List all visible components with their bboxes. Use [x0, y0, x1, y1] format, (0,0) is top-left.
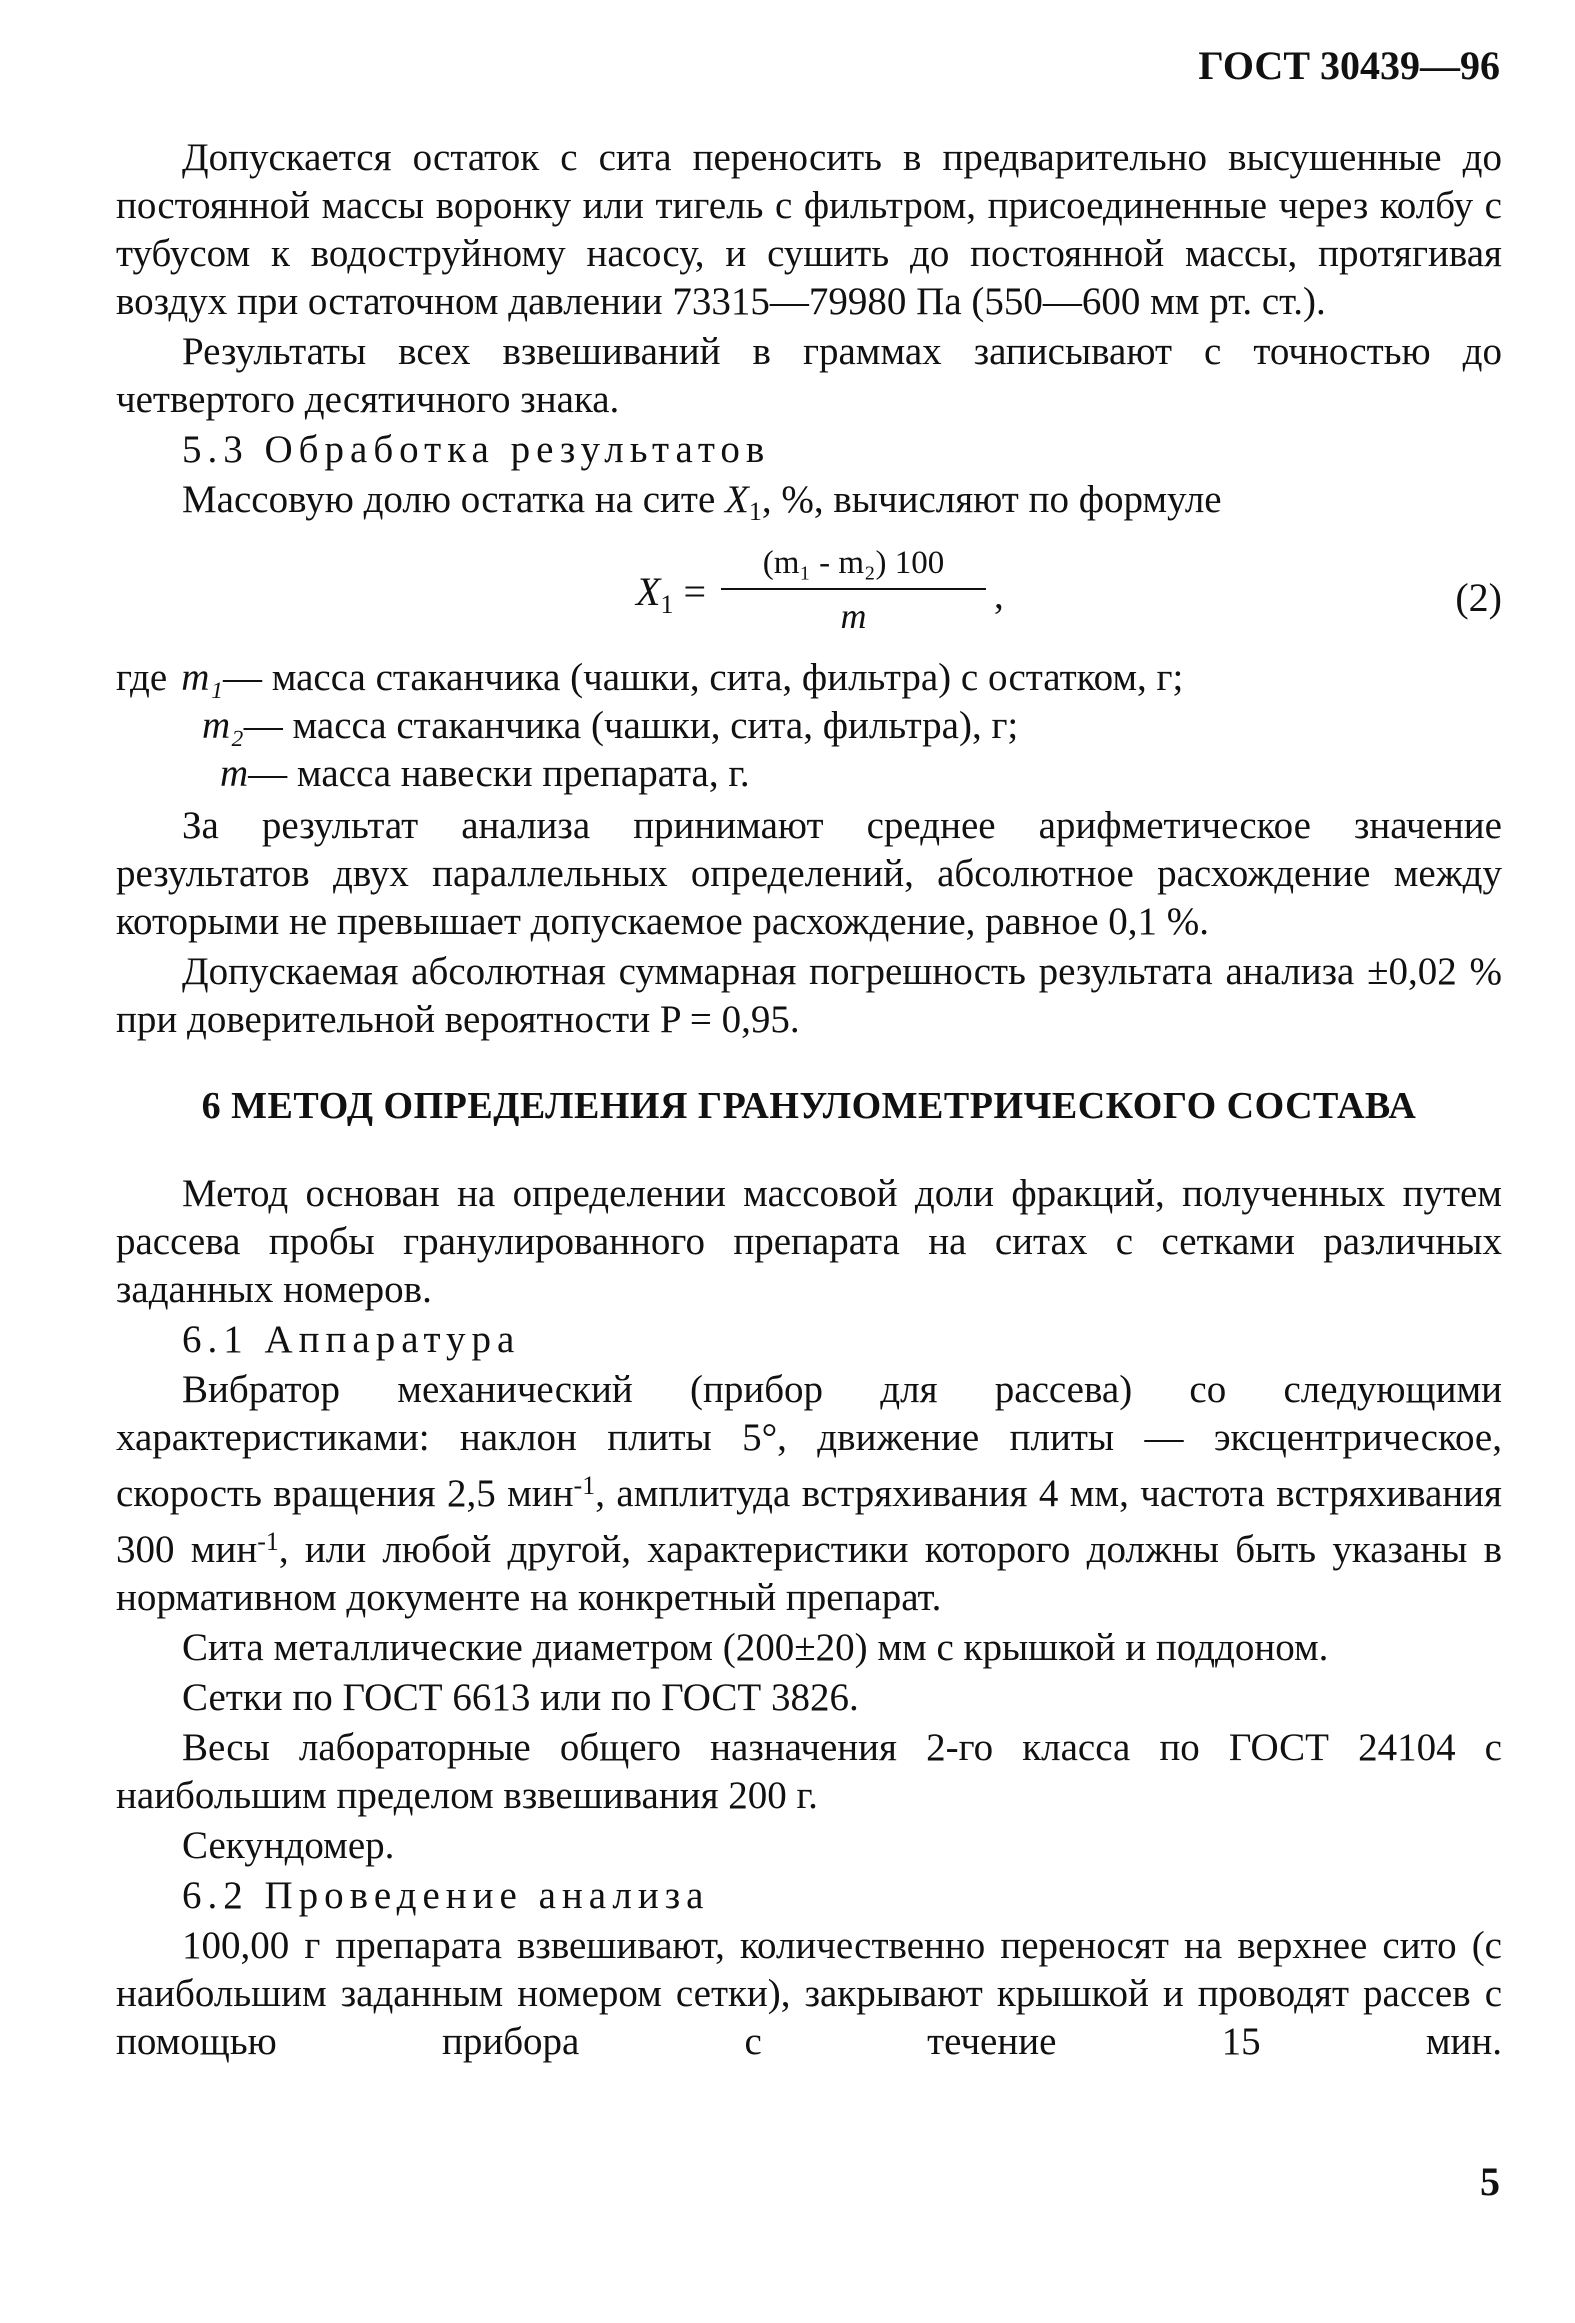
definition-m [116, 750, 1502, 798]
formula-intro-symbol-sub: 1 [748, 497, 762, 526]
formula-intro-symbol: X [725, 478, 749, 521]
paragraph-method-basis: Метод основан на определении массовой доли фракций, полученных путем рассева пробы гранулированного препарата на ситах с сетками различных заданных номеров. [116, 1172, 1502, 1311]
paragraph-scales: Весы лабораторные общего назначения 2-го класса по ГОСТ 24104 с наибольшим пределом взвешивания 200 г. [116, 1726, 1502, 1817]
formula-lhs-symbol: X [636, 569, 661, 614]
definition-text: — масса стаканчика (чашки, сита, фильтра), г; [243, 704, 1019, 747]
document-header: ГОСТ 30439—96 [1198, 43, 1500, 88]
vibrator-text-a: Вибратор механический (прибор для рассева) со следующими характеристиками: наклон плиты 5°, движение плиты — эксцентрическое, скорость вращения 2,5 мин [116, 1368, 1502, 1515]
formula-2 [116, 540, 1502, 648]
paragraph-residue-transfer: Допускается остаток с сита переносить в предварительно высушенные до постоянной массы воронку или тигель с фильтром, присоединенные через колбу с тубусом к водоструйному насосу, и сушить до постоянной массы, протягивая воздух при остаточном давлении 73315—79980 Па (550—600 мм рт. ст.). [116, 136, 1502, 323]
vibrator-text-c: , или любой другой, характеристики которого должны быть указаны в нормативном документе на конкретный препарат. [116, 1528, 1502, 1619]
formula-intro-after: , %, вычисляют по формуле [761, 478, 1222, 521]
formula-number: (2) [1455, 575, 1502, 620]
formula-lhs [636, 568, 706, 629]
vibrator-sup-1: -1 [573, 1471, 596, 1500]
subsection-title-6-2: 6.2 Проведение анализа [182, 1874, 710, 1917]
section-title-6: 6 МЕТОД ОПРЕДЕЛЕНИЯ ГРАНУЛОМЕТРИЧЕСКОГО СОСТАВА [201, 1085, 1417, 1127]
formula-numerator: (m₁ - m₂) 100 [762, 545, 945, 581]
formula-denominator: m [840, 596, 867, 636]
paragraph-stopwatch: Секундомер. [182, 1824, 395, 1867]
formula-intro-before: Массовую долю остатка на сите [182, 478, 726, 521]
paragraph-analysis-procedure: 100,00 г препарата взвешивают, количественно переносят на верхнее сито (с наибольшим заданным номером сетки), закрывают крышкой и проводят рассев с помощью прибора с течение 15 мин. [116, 1924, 1502, 2063]
paragraph-total-error: Допускаемая абсолютная суммарная погрешность результата анализа ±0,02 % при доверительной вероятности P = 0,95. [116, 950, 1502, 1041]
paragraph-vibrator [116, 1366, 1502, 1622]
document-body [116, 134, 1502, 2068]
paragraph-result-averaging: За результат анализа принимают среднее арифметическое значение результатов двух параллельных определений, абсолютное расхождение между которыми не превышает допускаемое расхождение, равное 0,1 %. [116, 804, 1502, 943]
definition-symbol: m₁ [181, 656, 223, 699]
page-number: 5 [1480, 2159, 1500, 2204]
formula-equals: = [683, 569, 706, 614]
definition-lead: где [116, 656, 168, 699]
vibrator-text-b: , амплитуда встряхивания 4 мм, частота встряхивания 300 мин [116, 1472, 1502, 1571]
definition-m1 [116, 654, 1502, 702]
definition-symbol: m₂ [202, 704, 244, 747]
definition-text: — масса стаканчика (чашки, сита, фильтра) с остатком, г; [222, 656, 1184, 699]
paragraph-weighing-precision: Результаты всех взвешиваний в граммах записывают с точностью до четвертого десятичного знака. [116, 330, 1502, 421]
paragraph-meshes: Сетки по ГОСТ 6613 или по ГОСТ 3826. [182, 1676, 859, 1719]
vibrator-sup-2: -1 [257, 1527, 279, 1556]
formula-intro [116, 476, 1502, 536]
formula-lhs-sub: 1 [660, 590, 674, 619]
definition-m2 [116, 702, 1502, 750]
definition-indent [116, 750, 220, 798]
definition-text: — масса навески препарата, г. [248, 752, 750, 795]
formula-comma: , [994, 574, 1004, 617]
definition-symbol: m [220, 752, 249, 795]
formula-fraction-bar [721, 588, 986, 590]
formula-definitions [116, 654, 1502, 798]
subsection-title-5-3: 5.3 Обработка результатов [182, 428, 771, 471]
paragraph-sieves: Сита металлические диаметром (200±20) мм с крышкой и поддоном. [182, 1626, 1329, 1669]
definition-indent [116, 702, 202, 750]
subsection-title-6-1: 6.1 Аппаратура [182, 1318, 521, 1361]
formula-fraction [721, 540, 986, 638]
